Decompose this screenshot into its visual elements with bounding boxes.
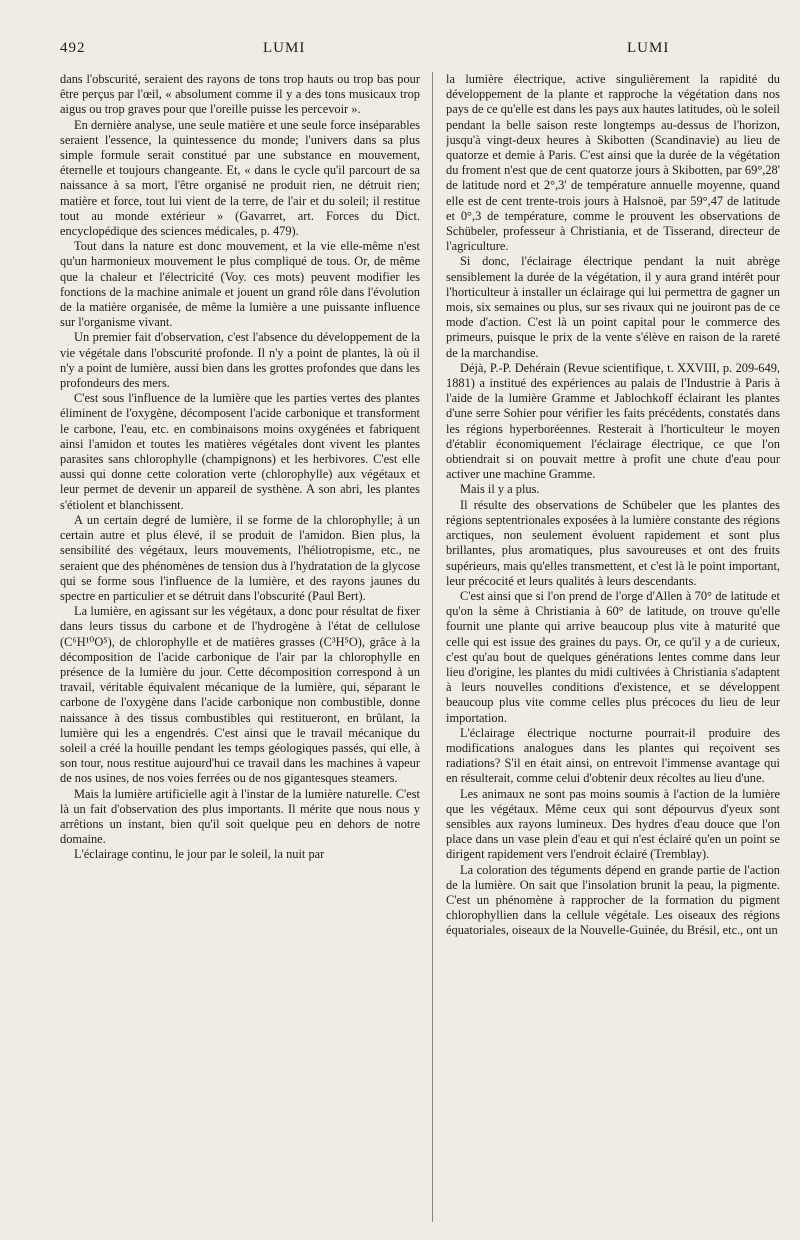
paragraph: Un premier fait d'observation, c'est l'absence du développement de la vie végétale dans l'obscurité profonde. Il n'y a point de plantes, là où il n'y a point de lumière, aussi bien dans les grottes profondes que dans les profondeurs des mers. (60, 330, 420, 391)
page-number: 492 (60, 40, 86, 56)
paragraph: L'éclairage électrique nocturne pourrait-il produire des modifications analogues dans les plantes qui reçoivent ses radiations? S'il en était ainsi, on entrevoit l'immense avantage qui en résulterait, comme celui d'obtenir deux récoltes au lieu d'une. (446, 725, 780, 786)
paragraph: La lumière, en agissant sur les végétaux, a donc pour résultat de fixer dans leurs tissus du carbone et de l'hydrogène à l'état de cellulose (C⁶H¹⁰O⁵), de chlorophylle et de matières grasses (C³H⁵O), grâce à la décomposition de l'acide carbonique de l'air par la chlorophylle en présence de la lumière du jour. Cette décomposition correspond à un travail, véritable équivalent mécanique de la lumière, qui, séparant le carbone de l'oxygène dans l'acide carbonique non combustible, donne naissance à des tissus combustibles qui restitueront, en brûlant, la lumière qui les a engendrés. C'est ainsi que le travail mécanique du soleil a créé la houille pendant les temps géologiques passés, qui elle, à son tour, nous restitue aujourd'hui ce travail dans les machines à vapeur de nos usines, de nos voies ferrées ou de nos gigantesques steamers. (60, 604, 420, 786)
paragraph: Mais la lumière artificielle agit à l'instar de la lumière naturelle. C'est là un fait d'observation des plus importants. Il mérite que nous nous y arrêtions un instant, bien qu'il soit quelque peu en dehors de notre domaine. (60, 786, 420, 847)
paragraph: C'est ainsi que si l'on prend de l'orge d'Allen à 70° de latitude et qu'on la sème à Christiania à 60° de latitude, on trouve qu'elle fournit une plante qui arrive beaucoup plus vite à maturité que celle qui est issue des graines du pays. Or, ce qu'il y a de curieux, c'est qu'au bout de quelques générations lentes comme dans leur lieu d'origine, les plantes du midi cultivées à Christiania s'adaptent à leurs nouvelles conditions d'existence, et se développent beaucoup plus vite comme celles plus précoces du lieu de leur importation. (446, 588, 780, 725)
paragraph: Déjà, P.-P. Dehérain (Revue scientifique, t. XXVIII, p. 209-649, 1881) a institué des expériences au palais de l'Industrie à Paris à l'aide de la lumière Gramme et Jablochkoff éclairant les plantes d'une serre Sohier pour vérifier les faits précédents, constatés dans les régions hyperboréennes. Resterait à l'horticulteur le moyen d'établir économiquement l'éclairage électrique, ce que l'on obtiendrait si on pouvait mettre à profit une chute d'eau pour activer une machine Gramme. (446, 360, 780, 482)
paragraph: C'est sous l'influence de la lumière que les parties vertes des plantes éliminent de l'oxygène, décomposent l'acide carbonique et transforment le carbone, l'eau, etc. en combinaisons moins oxygénées et fabriquent ainsi l'amidon et toutes les matières végétales dont vivent les plantes parasites sans chlorophylle (champignons) et les herbivores. C'est elle aussi qui donne cette coloration verte (chlorophylle) aux végétaux et leur permet de devenir un appareil de systhène. A son abri, les plantes s'étiolent et blanchissent. (60, 391, 420, 512)
paragraph: la lumière électrique, active singulièrement la rapidité du développement de la plante et rapproche la végétation dans nos pays de ce qu'elle est dans les pays aux hautes latitudes, où le soleil pendant la belle saison reste longtemps au-dessus de l'horizon, jusqu'à vingt-deux heures à Skibotten (Scandinavie) au lieu de quatorze et demie à Paris. C'est ainsi que la durée de la végétation du froment n'est que de cent quatorze jours à Skibotten, par 69°,28' de latitude nord et 2°,3' de température annuelle moyenne, quand elle est de cent trente-trois jours à Halsnoë, par 59°,47 de latitude et 0°,3 de température, comme le prouvent les observations de Schübeler, professeur à Christiania, et de Tisserand, directeur de l'agriculture. (446, 72, 780, 254)
paragraph: Tout dans la nature est donc mouvement, et la vie elle-même n'est qu'un harmonieux mouvement le plus compliqué de tous. Or, de même que la chaleur et l'électricité (Voy. ces mots) peuvent modifier les fonctions de la machine animale et jouent un grand rôle dans l'évolution de la matière organisée, de même la lumière a une puissante influence sur l'organisme vivant. (60, 239, 420, 330)
right-running-title: LUMI (627, 40, 670, 56)
paragraph: L'éclairage continu, le jour par le soleil, la nuit par (74, 847, 325, 862)
paragraph: Mais il y a plus. (460, 482, 540, 497)
left-running-title: LUMI (263, 40, 306, 56)
column-divider (432, 72, 433, 1222)
paragraph: En dernière analyse, une seule matière et une seule force inséparables seraient l'essence, la quintessence du monde; l'univers dans sa plus simple formule serait constitué par une substance en mouvement, éternelle et toujours changeante. Et, « dans le cycle qu'il parcourt de sa naissance à sa mort, l'être organisé ne produit rien, ne détruit rien; matière et force, tout lui vient de la terre, de l'air et du soleil; il restitue tout au monde extérieur » (Gavarret, art. Forces du Dict. encyclopédique des sciences médicales, p. 479). (60, 117, 420, 239)
paragraph: dans l'obscurité, seraient des rayons de tons trop hauts ou trop bas pour être perçus par l'œil, « absolument comme il y a des tons musicaux trop aigus ou trop graves pour que l'oreille puisse les percevoir ». (60, 72, 420, 117)
paragraph: Si donc, l'éclairage électrique pendant la nuit abrège sensiblement la durée de la végétation, il y aura grand intérêt pour l'horticulteur à installer un éclairage qui lui permettra de gagner un mois, six semaines ou plus, sur ses rivaux qui ne jouiront pas de ce mode d'action. C'est là un point capital pour le commerce des primeurs, puisque le prix de la vente s'élève en raison de la rareté de la marchandise. (446, 254, 780, 360)
paragraph: Il résulte des observations de Schübeler que les plantes des régions septentrionales exposées à la lumière constante des régions arctiques, non seulement évoluent rapidement et sont plus brillantes, plus aromatiques, plus savoureuses et ont des fruits supérieurs, mais qu'elles transmettent, et c'est là le point important, leur précocité et leurs qualités à leurs descendants. (446, 497, 780, 588)
running-header (60, 40, 780, 62)
paragraph: La coloration des téguments dépend en grande partie de l'action de la lumière. On sait que l'insolation brunit la peau, la pigmente. C'est un phénomène à rapprocher de la formation du pigment chlorophyllien dans la cellule végétale. Les oiseaux des régions équatoriales, oiseaux de la Nouvelle-Guinée, du Brésil, etc., ont un (446, 862, 780, 938)
paragraph: Les animaux ne sont pas moins soumis à l'action de la lumière que les végétaux. Même ceux qui sont dépourvus d'yeux sont sensibles aux rayons lumineux. Des hydres d'eau douce que l'on place dans un vase plein d'eau et qui n'est éclairé qu'en un point se dirigent rapidement vers l'endroit éclairé (Tremblay). (446, 786, 780, 862)
left-column (60, 72, 420, 1222)
paragraph: A un certain degré de lumière, il se forme de la chlorophylle; à un certain autre et plus élevé, il se produit de l'amidon. Bien plus, la sensibilité des végétaux, leurs mouvements, l'héliotropisme, etc., ne seraient que des phénomènes de tension dus à l'hydratation de la glycose qui se forme sous l'influence de la lumière, et des rayons jaunes du spectre en particulier et se détruit dans l'obscurité (Paul Bert). (60, 512, 420, 603)
right-column (446, 72, 780, 1222)
